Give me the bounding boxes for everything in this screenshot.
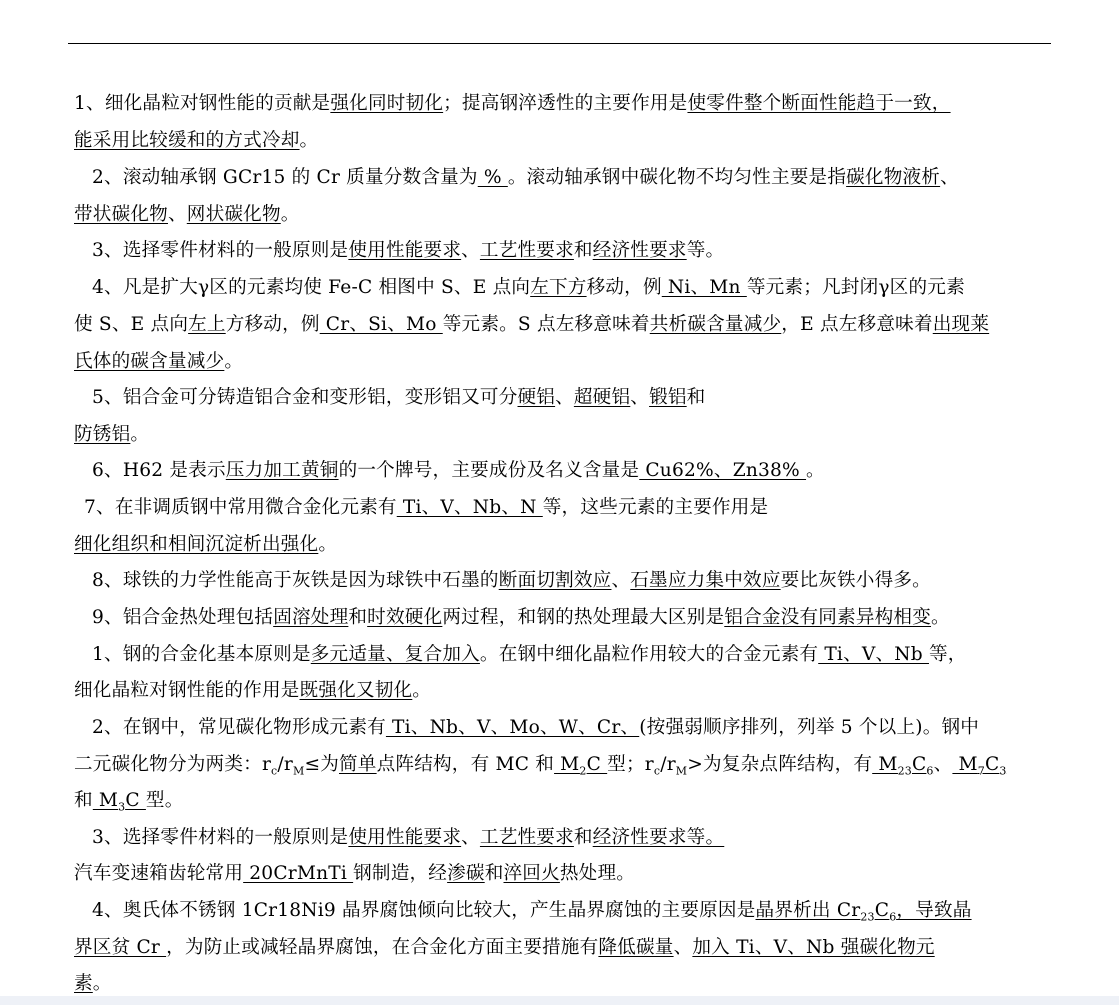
text-segment: 7、在非调质钢中常用微合金化元素有 (84, 497, 397, 518)
text-segment: 2、在钢中，常见碳化物形成元素有 (92, 717, 386, 738)
text-segment: 、 (940, 167, 959, 188)
line-l9 (92, 607, 950, 629)
line-l1a (74, 93, 951, 115)
text-segment: 和 (573, 827, 593, 848)
text-segment: 等元素；凡封闭γ区的元素 (746, 277, 965, 298)
m2b-m2c (554, 754, 608, 778)
m4a-t1: 4、奥氏体不锈钢 1Cr18Ni9 晶界腐蚀倾向比较大，产生晶界腐蚀的主要原因是 (92, 900, 756, 921)
m2b-t16: M (872, 754, 898, 775)
bottom-scroll-strip (0, 996, 1119, 1005)
text-segment: 。 (92, 973, 112, 994)
text-segment: 8、球铁的力学性能高于灰铁是因为球铁中石墨的 (92, 570, 499, 591)
line-m4a (92, 900, 972, 922)
text-segment: 。 (299, 130, 319, 151)
text-segment: 3、选择零件材料的一般原则是 (92, 240, 349, 261)
text-segment: 加入 Ti、V、Nb 强碳化物元 (692, 937, 935, 958)
text-segment: 淬回火 (503, 863, 560, 884)
m2c-t1: 和 (74, 790, 93, 811)
text-segment: (按强弱顺序排列，列举 5 个以上)。钢中 (639, 717, 980, 738)
m2b-m7c3 (952, 754, 1007, 778)
text-segment: 降低碳量 (598, 937, 674, 958)
text-segment: 工艺性要求 (479, 240, 574, 261)
text-segment: 两过程，和钢的热处理最大区别是 (442, 607, 725, 628)
text-segment: 经济性要求等。 (592, 827, 725, 848)
line-m3a (92, 827, 724, 849)
text-segment: 多元适量、复合加入 (310, 644, 480, 665)
text-segment: 要比灰铁小得多。 (780, 570, 931, 591)
text-segment: 界区贫 Cr (74, 937, 167, 958)
m4a-t2: 晶界析出 Cr (755, 900, 861, 921)
m2b-t6: 简单 (339, 754, 377, 775)
text-segment: 20CrMnTi (243, 863, 354, 884)
line-l7b (74, 534, 337, 556)
text-segment: 时效硬化 (367, 607, 443, 628)
m2b-t11: 型；r (607, 754, 654, 775)
m2b-t17: 23 (897, 764, 912, 778)
line-l7a (84, 497, 768, 519)
m4a-under (755, 900, 972, 924)
text-segment: 、 (461, 240, 480, 261)
text-segment: 等。 (686, 240, 725, 261)
text-segment: 和 (573, 240, 593, 261)
m2b-t5: ≤为 (304, 754, 340, 775)
text-segment: 出现莱 (932, 314, 990, 335)
text-segment: 使用性能要求 (348, 827, 462, 848)
text-segment: 锻铝 (649, 387, 687, 408)
text-segment: 。 (280, 204, 300, 225)
text-segment: 。滚动轴承钢中碳化物不均匀性主要是指 (507, 167, 847, 188)
text-segment: % (477, 167, 508, 188)
text-segment: 汽车变速箱齿轮常用 (74, 863, 244, 884)
m2b-t13: /r (660, 754, 676, 775)
text-segment: 移动，例 (586, 277, 662, 298)
text-segment: 等， (928, 644, 967, 665)
text-segment: ，E 点左移意味着 (781, 314, 933, 335)
text-segment: 、 (555, 387, 574, 408)
line-l4b (74, 314, 989, 336)
text-segment: 细化组织和相间沉淀析出强化 (74, 534, 319, 555)
line-m1b (74, 680, 431, 702)
m4a-t4: C (874, 900, 890, 921)
m2b-t2: c (271, 764, 278, 778)
text-segment: Cr、Si、Mo (319, 314, 443, 335)
line-l5a (92, 387, 705, 409)
m2b-m23c6 (872, 754, 934, 778)
text-segment: Cu62%、Zn38% (639, 460, 807, 481)
line-l5b (74, 424, 149, 446)
text-segment: 细化晶粒对钢性能的作用是 (74, 680, 300, 701)
line-m3b (74, 863, 635, 885)
text-segment: 。 (931, 607, 950, 628)
line-m2a (92, 717, 979, 739)
line-m4b (74, 937, 935, 959)
text-segment: 、 (461, 827, 480, 848)
m2b-t19: 6 (926, 764, 934, 778)
m2c-m3c (92, 790, 146, 814)
m2b-t1: 二元碳化物分为两类：r (74, 754, 272, 775)
m2c-t2: M (92, 790, 119, 811)
m2b-t22: 7 (977, 764, 985, 778)
text-segment: 6、H62 是表示 (92, 460, 226, 481)
text-segment: 等，这些元素的主要作用是 (542, 497, 769, 518)
text-segment: 网状碳化物 (186, 204, 281, 225)
line-l2a (92, 167, 959, 189)
text-segment: 工艺性要求 (479, 827, 574, 848)
text-segment: 3、选择零件材料的一般原则是 (92, 827, 349, 848)
text-segment: 既强化又韧化 (299, 680, 413, 701)
text-segment: 、 (167, 204, 187, 225)
text-segment: 使零件整个断面性能趋于一致， (687, 93, 951, 114)
text-segment: 超硬铝 (573, 387, 631, 408)
text-segment: 。 (412, 680, 432, 701)
m2b-t14: M (675, 764, 688, 778)
text-segment: 。 (806, 460, 825, 481)
m2b-t12: c (653, 764, 661, 778)
text-segment: 硬铝 (517, 387, 556, 408)
text-segment: Ti、V、Nb、N (396, 497, 543, 518)
m4a-t3: 23 (860, 910, 875, 924)
text-segment: 4、凡是扩大γ区的元素均使 Fe-C 相图中 S、E 点向 (92, 277, 531, 298)
line-l6 (92, 460, 825, 482)
text-segment: ，为防止或减轻晶界腐蚀，在合金化方面主要措施有 (166, 937, 599, 958)
text-segment: 素 (74, 973, 93, 994)
text-segment: 。在钢中细化晶粒作用较大的合金元素有 (479, 644, 819, 665)
text-segment: 渗碳 (447, 863, 485, 884)
text-segment: 使 S、E 点向 (74, 314, 189, 335)
m2c-t5: 型。 (145, 790, 184, 811)
text-segment: Ni、Mn (661, 277, 747, 298)
m2c-t3: 3 (118, 800, 126, 814)
text-segment: 使用性能要求 (348, 240, 462, 261)
text-segment: 1、钢的合金化基本原则是 (92, 644, 311, 665)
line-l4c (74, 351, 243, 373)
text-segment: 左上 (188, 314, 226, 335)
text-segment: 压力加工黄铜 (225, 460, 339, 481)
m2b-t23: C (984, 754, 1000, 775)
text-segment: 。 (130, 424, 150, 445)
m2b-t18: C (911, 754, 927, 775)
text-segment: 2、滚动轴承钢 GCr15 的 Cr 质量分数含量为 (92, 167, 478, 188)
text-segment: ；提高钢淬透性的主要作用是 (443, 93, 688, 114)
text-segment: 、 (630, 387, 650, 408)
m2c-t4: C (125, 790, 146, 811)
m2b-t24: 3 (999, 764, 1007, 778)
line-m4c (74, 973, 112, 995)
text-segment: 氏体的碳含量减少 (74, 351, 225, 372)
m2b-t21: M (952, 754, 978, 775)
line-m1a (92, 644, 967, 666)
text-segment: 方移动，例 (225, 314, 320, 335)
m2b-t7: 点阵结构，有 MC 和 (376, 754, 555, 775)
m2b-t15: >为复杂点阵结构，有 (687, 754, 873, 775)
m2b-t8: M (554, 754, 580, 775)
text-segment: 经济性要求 (592, 240, 687, 261)
text-segment: 固溶处理 (273, 607, 349, 628)
text-segment: 热处理。 (559, 863, 636, 884)
text-segment: 能采用比较缓和的方式冷却 (74, 130, 300, 151)
line-l4a (92, 277, 965, 299)
text-segment: 和 (348, 607, 368, 628)
text-segment: 的一个牌号，主要成份及名义含量是 (338, 460, 640, 481)
m2b-t20: 、 (933, 754, 953, 775)
text-segment: 、 (673, 937, 693, 958)
text-segment: 。 (318, 534, 338, 555)
text-segment: 防锈铝 (74, 424, 131, 445)
text-segment: 铝合金没有同素异构相变 (724, 607, 932, 628)
m2b-t9: 2 (579, 764, 587, 778)
text-segment: 。 (224, 351, 244, 372)
text-segment: 5、铝合金可分铸造铝合金和变形铝，变形铝又可分 (92, 387, 518, 408)
line-m2b (74, 754, 1007, 776)
line-l1b (74, 130, 318, 152)
text-segment: 和 (686, 387, 706, 408)
m4a-t5: 6 (889, 910, 897, 924)
m2b-t10: C (586, 754, 608, 775)
text-segment: 带状碳化物 (74, 204, 168, 225)
text-segment: 9、铝合金热处理包括 (92, 607, 274, 628)
text-segment: 强化同时韧化 (330, 93, 444, 114)
m4a-t6: ，导致晶 (896, 900, 972, 921)
text-segment: 、 (611, 570, 631, 591)
line-l2b (74, 204, 300, 226)
text-segment: 和 (484, 863, 504, 884)
line-m2c (74, 790, 184, 812)
text-segment: 钢制造，经 (353, 863, 448, 884)
text-segment: 等元素。S 点左移意味着 (442, 314, 650, 335)
text-segment: 左下方 (530, 277, 587, 298)
m2b-t4: M (292, 764, 305, 778)
text-segment: Ti、V、Nb (818, 644, 929, 665)
text-segment: 断面切割效应 (498, 570, 612, 591)
text-segment: 1、细化晶粒对钢性能的贡献是 (74, 93, 331, 114)
line-l3 (92, 240, 724, 262)
text-segment: Ti、Nb、V、Mo、W、Cr、 (385, 717, 640, 738)
text-segment: 共析碳含量减少 (649, 314, 782, 335)
line-l8 (92, 570, 931, 592)
m2b-t3: /r (277, 754, 293, 775)
text-segment: 碳化物液析 (846, 167, 941, 188)
text-segment: 石墨应力集中效应 (630, 570, 781, 591)
